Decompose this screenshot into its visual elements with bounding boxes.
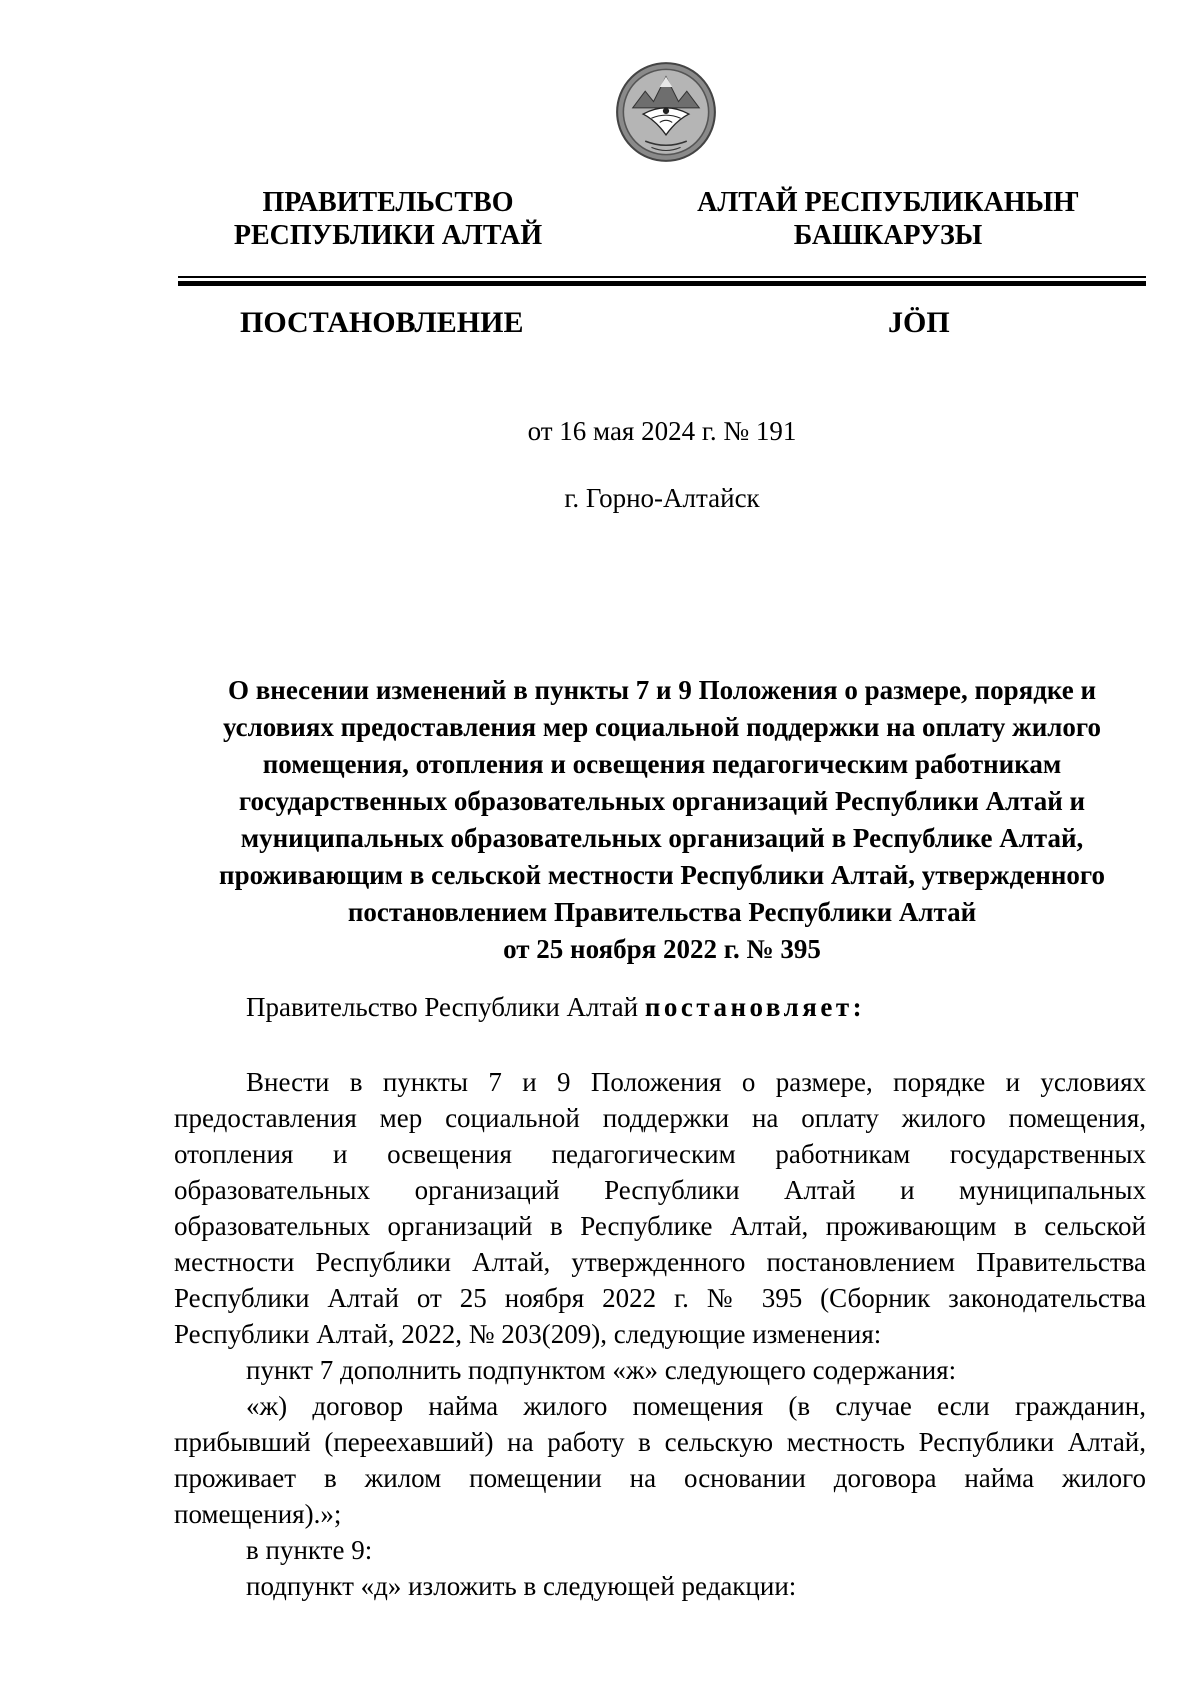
header-right-line-2: БАШКАРУЗЫ <box>793 220 983 251</box>
title-line: О внесении изменений в пункты 7 и 9 Положения о размере, порядке и <box>227 675 1097 705</box>
item-7-line: пункт 7 дополнить подпунктом «ж» следующего содержания: <box>246 1355 957 1385</box>
paragraph-line: Внести в пункты 7 и 9 Положения о размере, порядке и условиях <box>246 1067 1146 1097</box>
paragraph-line: Республики Алтай от 25 ноября 2022 г. № 395 (Сборник законодательства <box>174 1283 1146 1313</box>
header-left <box>178 186 598 252</box>
header-left-line-1: ПРАВИТЕЛЬСТВО <box>262 187 514 218</box>
paragraph-line: отопления и освещения педагогическим работникам государственных <box>174 1139 1146 1169</box>
intro-emphasis: постановляет: <box>644 992 866 1022</box>
decree-city: г. Горно-Алтайск <box>564 483 760 513</box>
title-line: от 25 ноября 2022 г. № 395 <box>503 934 821 964</box>
title-line: проживающим в сельской местности Республики Алтай, утвержденного <box>219 860 1105 890</box>
header-right-line-1: АЛТАЙ РЕСПУБЛИКАНЫҤ <box>697 187 1079 218</box>
document-body <box>174 1064 1146 1604</box>
paragraph-line: образовательных организаций Республики Алтай и муниципальных <box>174 1175 1146 1205</box>
item-d-line: подпункт «д» изложить в следующей редакции: <box>246 1571 797 1601</box>
title-line: условиях предоставления мер социальной поддержки на оплату жилого <box>222 712 1102 742</box>
item-zh-line: помещения).»; <box>174 1499 342 1529</box>
item-zh-line: «ж) договор найма жилого помещения (в случае если гражданин, <box>246 1391 1146 1421</box>
coat-of-arms-icon <box>614 60 718 164</box>
item-zh-line: проживает в жилом помещении на основании договора найма жилого <box>174 1463 1146 1493</box>
decree-date-number: от 16 мая 2024 г. № 191 <box>527 416 797 446</box>
title-line: государственных образовательных организаций Республики Алтай и <box>238 786 1086 816</box>
header-right <box>678 186 1098 252</box>
paragraph-line: Республики Алтай, 2022, № 203(209), следующие изменения: <box>174 1319 882 1349</box>
title-line: постановлением Правительства Республики Алтай <box>347 897 977 927</box>
decree-label-russian: ПОСТАНОВЛЕНИЕ <box>240 306 524 339</box>
decree-label-altai: JÖП <box>888 306 950 339</box>
item-9-line: в пункте 9: <box>246 1535 373 1565</box>
resolution-intro <box>246 991 865 1023</box>
paragraph-line: образовательных организаций в Республике Алтай, проживающим в сельской <box>174 1211 1146 1241</box>
title-line: муниципальных образовательных организаций в Республике Алтай, <box>240 823 1084 853</box>
header-divider-thick <box>178 281 1146 286</box>
header-divider-thin <box>178 276 1146 278</box>
title-line: помещения, отопления и освещения педагогическим работникам <box>262 749 1062 779</box>
document-title <box>178 672 1146 968</box>
header-left-line-2: РЕСПУБЛИКИ АЛТАЙ <box>233 220 543 251</box>
paragraph-line: местности Республики Алтай, утвержденного постановлением Правительства <box>174 1247 1146 1277</box>
intro-prefix: Правительство Республики Алтай <box>246 992 645 1022</box>
paragraph-line: предоставления мер социальной поддержки на оплату жилого помещения, <box>174 1103 1146 1133</box>
item-zh-line: прибывший (переехавший) на работу в сельскую местность Республики Алтай, <box>174 1427 1146 1457</box>
